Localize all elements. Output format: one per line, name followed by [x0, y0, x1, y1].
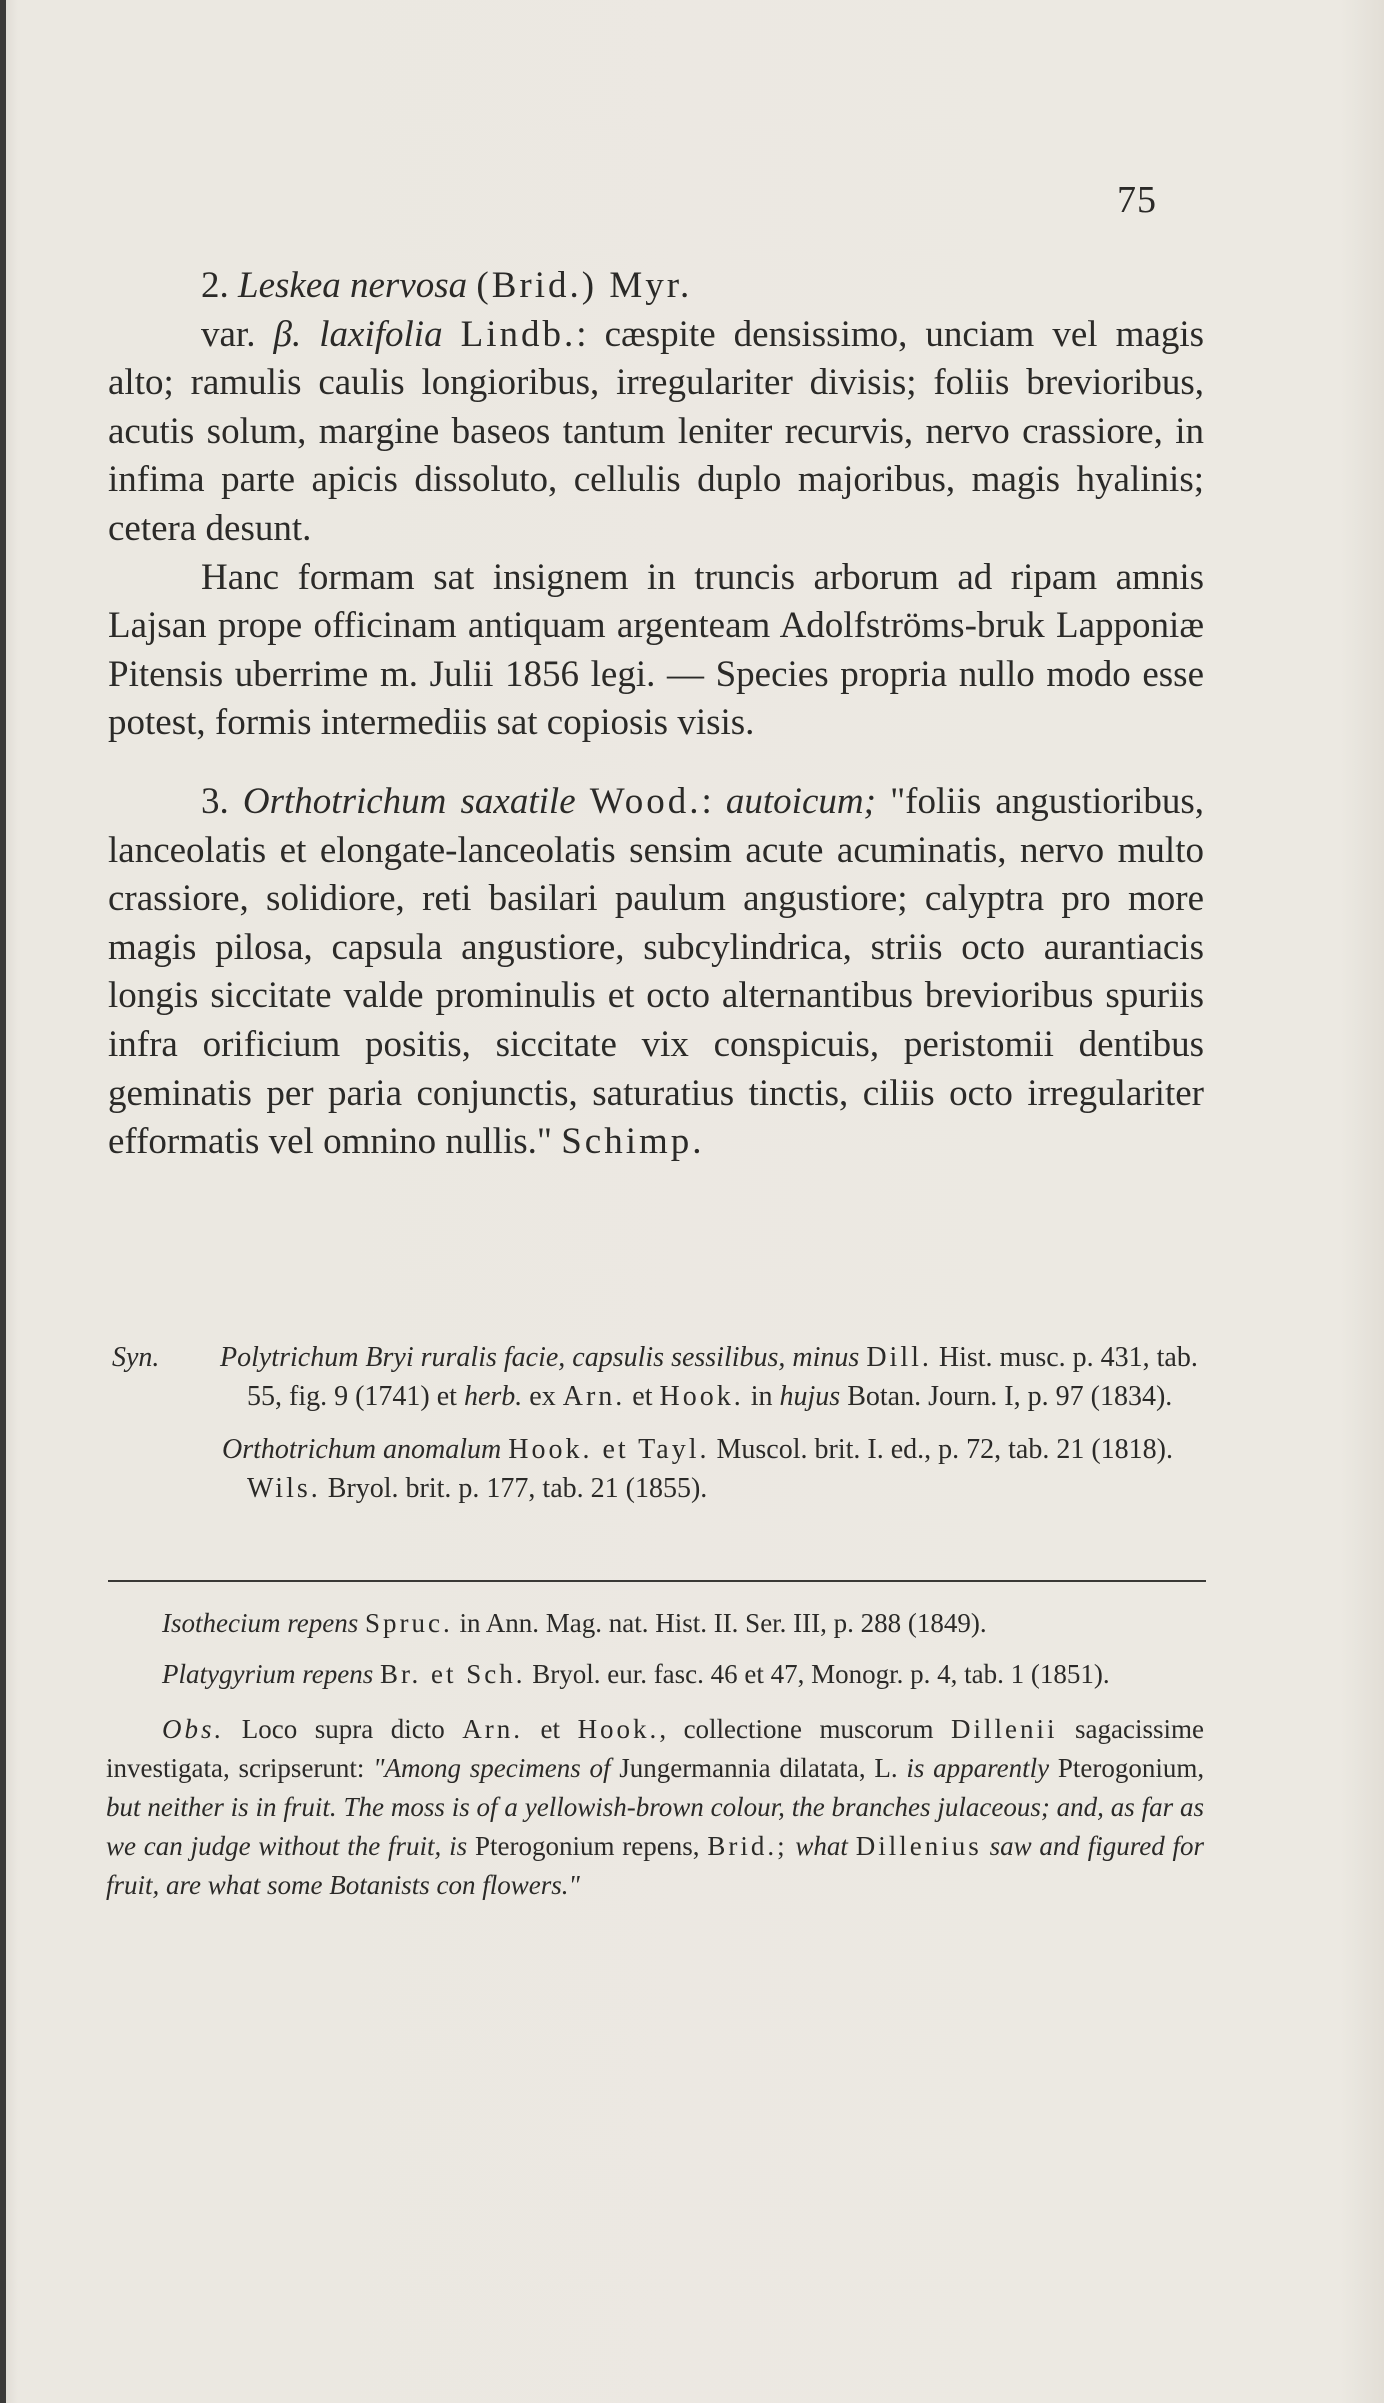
- section-3-author: Wood.: [589, 780, 702, 822]
- section-2-variety: [108, 311, 1204, 554]
- syn-1-ref3: Botan. Journ. I, p. 97 (1834).: [847, 1381, 1173, 1412]
- var-author: Lindb.: [460, 313, 577, 355]
- obs-arn: Arn.: [462, 1714, 524, 1744]
- obs-dillenius: Dillenius: [855, 1831, 982, 1861]
- obs-dillenii: Dillenii: [951, 1714, 1058, 1744]
- syn-1-ex: ex: [529, 1381, 556, 1412]
- syn-1-in: in: [750, 1381, 773, 1412]
- syn-1-author: Dill.: [866, 1342, 932, 1373]
- main-text: [108, 262, 1204, 1167]
- obs-q5: flowers.": [482, 1870, 580, 1900]
- obs-jung: Jungermannia dilatata, L.: [619, 1753, 898, 1783]
- syn-1-hook: Hook.: [659, 1381, 744, 1412]
- var-description: : cæspite densissimo, unciam vel magis alto; ramulis caulis longioribus, irregulariter divisis; foliis brevioribus, acutis solum, margine baseos tantum leniter recurvis, nervo crassiore, in infima parte apicis dissoluto, cellulis duplo majoribus, magis hyalinis; cetera desunt.: [108, 313, 1205, 549]
- section-2-heading: [108, 262, 1204, 311]
- page-number: 75: [1117, 179, 1157, 221]
- syn-2-wils: Wils.: [247, 1473, 321, 1504]
- section-3-quote-author: Schimp.: [561, 1121, 705, 1163]
- obs-hook: Hook.: [577, 1714, 660, 1744]
- syn-2-ref1: Muscol. brit. I. ed., p. 72, tab. 21 (1818).: [716, 1434, 1174, 1465]
- obs-et: et: [540, 1714, 561, 1744]
- footnote-platygyrium: [106, 1655, 1204, 1694]
- iso-author: Spruc.: [364, 1608, 453, 1638]
- obs-3: sagacissime investigata, scripserunt:: [106, 1714, 1205, 1783]
- section-2-note: Hanc formam sat insignem in truncis arborum ad ripam amnis Lajsan prope officinam antiquam argenteam Adolfströms-bruk Lapponiæ Pitensis uberrime m. Julii 1856 legi. — Species propria nullo modo esse potest, formis intermediis sat copiosis visis.: [108, 556, 1204, 744]
- section-2-species: Leskea nervosa: [238, 265, 468, 306]
- obs-ptero1: Pterogonium,: [1057, 1753, 1205, 1783]
- var-symbol: β.: [273, 313, 302, 355]
- section-3-paragraph: [108, 778, 1204, 1167]
- obs-1: Loco supra dicto: [241, 1714, 445, 1744]
- footnote-isothecium: [106, 1604, 1204, 1643]
- obs-q2: is apparently: [906, 1753, 1050, 1783]
- obs-q4: saw and figured for fruit, are what some Botanists con: [106, 1831, 1205, 1900]
- obs-2: , collectione muscorum: [659, 1714, 934, 1744]
- iso-ref: in Ann. Mag. nat. Hist. II. Ser. III, p. 288 (1849).: [459, 1608, 987, 1638]
- spacer: [108, 748, 1204, 778]
- obs-brid: Brid.;: [707, 1831, 788, 1861]
- obs-q3: but neither is in fruit. The moss is of a yellowish-brown colour, the branches julaceous; and, as far as we can judge without the fruit, is: [106, 1792, 1204, 1861]
- footnote-block: [106, 1604, 1204, 1917]
- obs-label: Obs.: [162, 1714, 225, 1744]
- syn-1-arn: Arn.: [562, 1381, 626, 1412]
- syn-2-author: Hook. et Tayl.: [508, 1434, 710, 1465]
- section-2-number: 2.: [201, 265, 229, 306]
- var-name: laxifolia: [319, 313, 443, 355]
- obs-q1: "Among specimens of: [373, 1753, 611, 1783]
- section-2-authority: (Brid.) Myr.: [476, 265, 693, 306]
- syn-1-name: Polytrichum Bryi ruralis facie, capsulis sessilibus, minus: [220, 1342, 860, 1373]
- footnote-obs: [106, 1710, 1204, 1905]
- section-3-colon: :: [701, 780, 712, 822]
- plat-author: Br. et Sch.: [379, 1659, 526, 1689]
- section-3-sexuality: autoicum;: [725, 780, 876, 822]
- syn-2-name: Orthotrichum anomalum: [222, 1434, 502, 1465]
- syn-label: Syn.: [112, 1342, 160, 1373]
- syn-2-ref2: Bryol. brit. p. 177, tab. 21 (1855).: [327, 1473, 708, 1504]
- syn-1-herb: herb.: [463, 1381, 523, 1412]
- section-3-number: 3.: [201, 780, 229, 822]
- obs-what: what: [795, 1831, 848, 1861]
- var-prefix: var.: [201, 313, 256, 355]
- footnote-rule: [108, 1580, 1206, 1582]
- section-3-species: Orthotrichum saxatile: [242, 780, 576, 822]
- syn-1-ref1: Hist. musc. p. 431, tab. 55, fig. 9 (1741) et: [247, 1342, 1198, 1412]
- synonyms-block: [112, 1338, 1204, 1508]
- syn-1-hujus: hujus: [779, 1381, 841, 1412]
- synonym-entry-1: [112, 1338, 1204, 1416]
- iso-name: Isothecium repens: [162, 1608, 359, 1638]
- synonym-entry-2: [112, 1430, 1204, 1508]
- scan-edge: [0, 0, 6, 2403]
- plat-ref: Bryol. eur. fasc. 46 et 47, Monogr. p. 4, tab. 1 (1851).: [532, 1659, 1110, 1689]
- obs-ptero2: Pterogonium repens,: [474, 1831, 700, 1861]
- plat-name: Platygyrium repens: [162, 1659, 374, 1689]
- section-3-quote: "foliis angustioribus, lanceolatis et elongate-lanceolatis sensim acute acuminatis, nervo multo crassiore, solidiore, reti basilari paulum angustiore; calyptra pro more magis pilosa, capsula angustiore, subcylindrica, striis octo aurantiacis longis siccitate valde prominulis et octo alternantibus brevioribus spuriis infra orificium positis, siccitate vix conspicuis, peristomii dentibus geminatis per paria conjunctis, saturatius tinctis, ciliis octo irregulariter efformatis vel omnino nullis.": [108, 780, 1205, 1163]
- syn-1-et: et: [632, 1381, 653, 1412]
